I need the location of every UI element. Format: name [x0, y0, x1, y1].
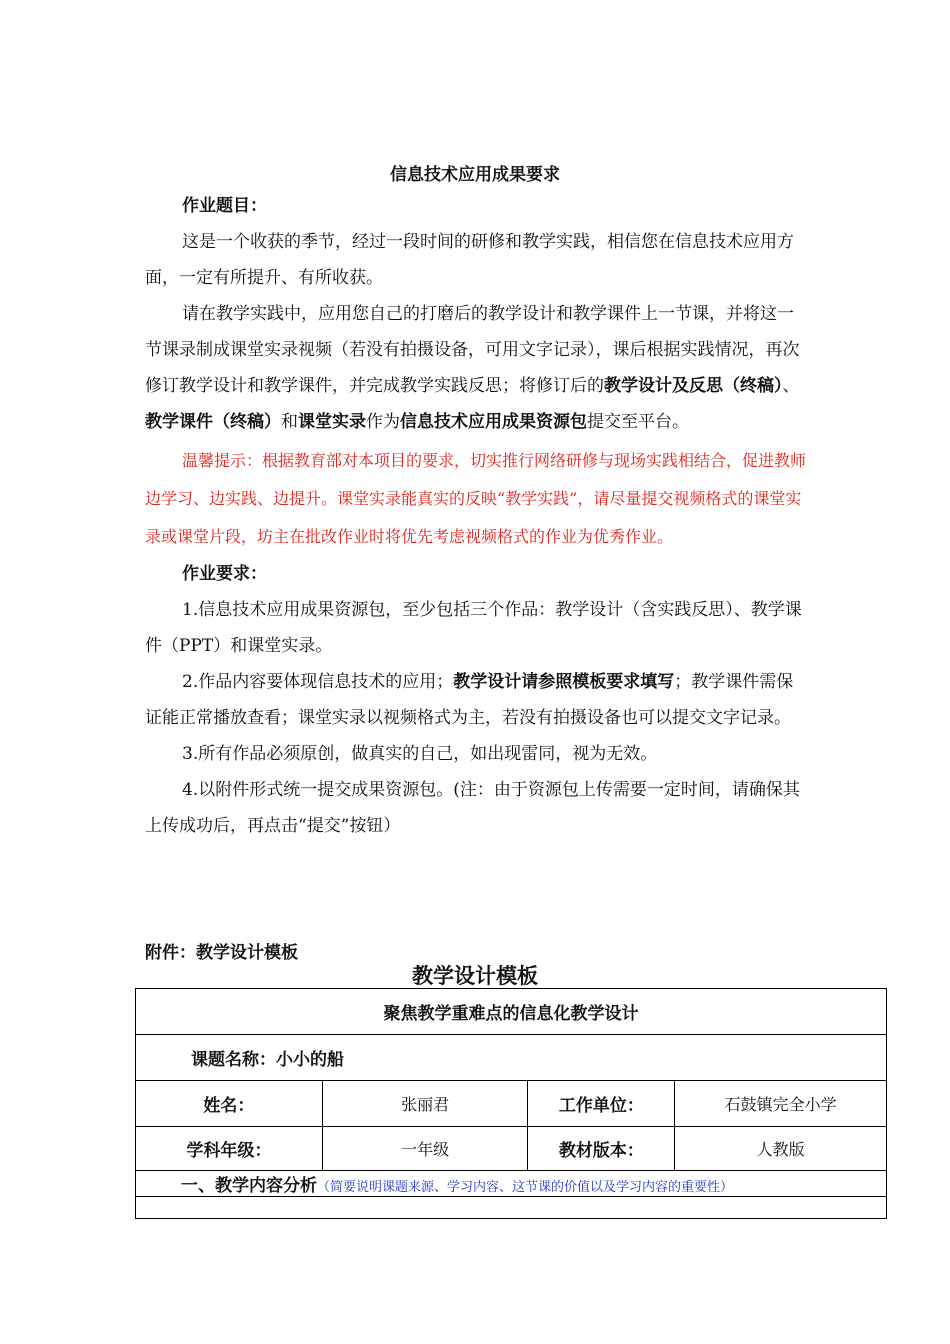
section-1-label: 一、教学内容分析: [181, 1176, 317, 1196]
assignment-paragraph-2: [145, 296, 810, 440]
requirement-2-text: 2.作品内容要体现信息技术的应用；: [182, 672, 454, 692]
section-1-cell: [136, 1171, 887, 1197]
requirement-3: 3.所有作品必须原创，做真实的自己，如出现雷同，视为无效。: [182, 744, 658, 764]
table-row: [136, 989, 887, 1035]
separator: 和: [281, 412, 298, 432]
name-label: 姓名：: [136, 1081, 323, 1127]
edition-label: 教材版本：: [528, 1127, 675, 1171]
grade-label: 学科年级：: [136, 1127, 323, 1171]
document-title: 信息技术应用成果要求: [390, 165, 560, 185]
table-row: [136, 1127, 887, 1171]
requirements-heading: 作业要求：: [182, 564, 267, 584]
requirement-4: 4.以附件形式统一提交成果资源包。(注：由于资源包上传需要一定时间，请确保其上传成功后，再点击“提交”按钮）: [145, 780, 800, 836]
edition-value: 人教版: [675, 1127, 887, 1171]
template-table: [135, 988, 887, 1219]
table-row: [136, 1081, 887, 1127]
bold-resource-pack: 信息技术应用成果资源包: [400, 412, 587, 432]
requirement-2-text-end: ；教学课件需保证能正常播放查看；课堂实录以视频格式为主，若没有拍摄设备也可以提交文字记录。: [145, 672, 794, 728]
attachment-label: 附件：教学设计模板: [145, 943, 298, 963]
requirement-2-bold: 教学设计请参照模板要求填写: [453, 672, 675, 692]
topic-value: 小小的船: [276, 1050, 344, 1070]
topic-cell: [136, 1035, 887, 1081]
document-body: [145, 188, 810, 844]
name-value: 张丽君: [322, 1081, 528, 1127]
template-title: 教学设计模板: [412, 964, 538, 988]
assignment-p2-end: 提交至平台。: [587, 412, 689, 432]
separator: 作为: [366, 412, 400, 432]
unit-label: 工作单位：: [528, 1081, 675, 1127]
bold-design-reflection: 教学设计及反思（终稿）: [604, 376, 783, 396]
separator: 、: [782, 376, 800, 396]
table-title-cell: 聚焦教学重难点的信息化教学设计: [136, 989, 887, 1035]
requirement-2: [145, 664, 810, 736]
unit-value: 石鼓镇完全小学: [675, 1081, 887, 1127]
assignment-heading: 作业题目：: [182, 196, 267, 216]
topic-label: 课题名称：: [191, 1050, 276, 1070]
warm-tip: 温馨提示：根据教育部对本项目的要求，切实推行网络研修与现场实践相结合，促进教师边学习、边实践、边提升。课堂实录能真实的反映“教学实践”，请尽量提交视频格式的课堂实录或课堂片段，坊主在批改作业时将优先考虑视频格式的作业为优秀作业。: [145, 451, 807, 546]
table-row: [136, 1197, 887, 1219]
grade-value: 一年级: [322, 1127, 528, 1171]
bold-class-record: 课堂实录: [298, 412, 366, 432]
section-1-content-cell: [136, 1197, 887, 1219]
section-1-note: （简要说明课题来源、学习内容、这节课的价值以及学习内容的重要性）: [317, 1180, 734, 1195]
table-row: [136, 1035, 887, 1081]
table-row: [136, 1171, 887, 1197]
requirement-1: 1.信息技术应用成果资源包，至少包括三个作品：教学设计（含实践反思）、教学课件（PPT）和课堂实录。: [145, 600, 802, 656]
assignment-p2-text: 请在教学实践中，应用您自己的打磨后的教学设计和教学课件上一节课，并将这一节课录制成课堂实录视频（若没有拍摄设备，可用文字记录），课后根据实践情况，再次修订教学设计和教学课件，并完成教学实践反思；将修订后的: [145, 304, 800, 396]
bold-courseware: 教学课件（终稿）: [145, 412, 281, 432]
assignment-paragraph-1: 这是一个收获的季节，经过一段时间的研修和教学实践，相信您在信息技术应用方面，一定有所提升、有所收获。: [145, 232, 794, 288]
